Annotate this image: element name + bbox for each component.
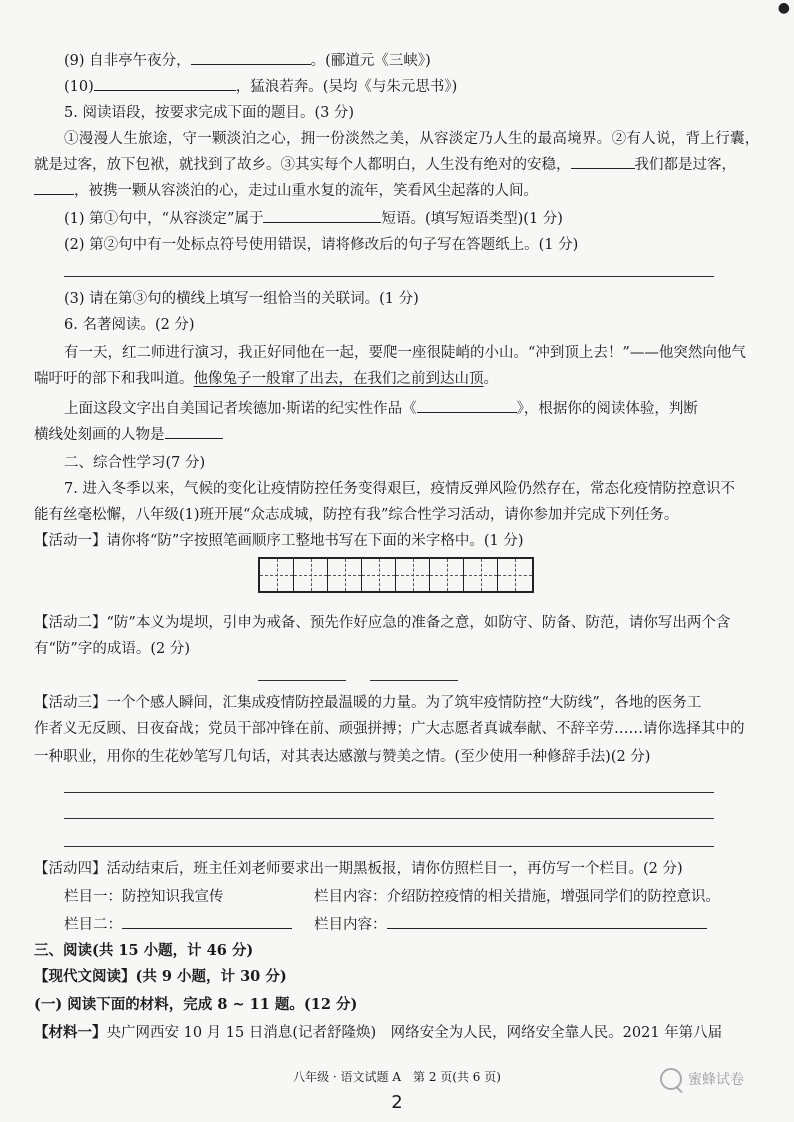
q6-underlined-sentence: 他像兔子一般窜了出去，在我们之前到达山顶 <box>193 371 484 387</box>
page-number: 2 <box>391 1092 403 1113</box>
mi-grid-cell[interactable] <box>362 559 396 591</box>
modern-reading-heading: 【现代文阅读】(共 9 小题，计 30 分) <box>34 968 287 985</box>
idiom-blank-1[interactable] <box>258 680 346 681</box>
q9-tail: 。(郦道元《三峡》) <box>310 53 431 69</box>
q5-sub1-a: (1) 第①句中，“从容淡定”属于 <box>64 211 264 227</box>
q6-passage-line2a: 喘吁吁的部下和我叫道。 <box>34 371 194 387</box>
watermark-text: 蜜蜂试卷 <box>688 1072 744 1088</box>
q10-label: (10) <box>64 79 94 95</box>
watermark <box>660 1068 744 1090</box>
q6-question-line2 <box>34 424 223 446</box>
page-footer: 八年级 · 语文试题 A 第 2 页(共 6 页) <box>293 1070 501 1084</box>
mi-grid-cell[interactable] <box>294 559 328 591</box>
column1-content: 栏目内容：介绍防控疫情的相关措施，增强同学们的防控意识。 <box>314 889 720 905</box>
activity3-line1: 【活动三】一个个感人瞬间，汇集成疫情防控最温暖的力量。为了筑牢疫情防控“大防线”，各地的医务工 <box>34 695 702 711</box>
q9-blank[interactable] <box>191 50 311 65</box>
q6-book-blank[interactable] <box>417 398 517 413</box>
idiom-blank-2[interactable] <box>370 680 458 681</box>
q6-person-blank[interactable] <box>165 424 223 439</box>
mi-grid-cell[interactable] <box>464 559 498 591</box>
column2-content: 栏目内容： <box>314 917 387 933</box>
activity2-line1: 【活动二】“防”本义为堤坝，引申为戒备、预先作好应急的准备之意，如防守、防备、防范，请你写出两个含 <box>34 615 731 631</box>
q5-passage-line1: ①漫漫人生旅途，守一颗淡泊之心，拥一份淡然之美，从容淡定乃人生的最高境界。②有人说，背上行囊， <box>64 131 760 147</box>
q6-passage-line2b: 。 <box>483 371 498 387</box>
q5-passage-line3-text: ，被携一颗从容淡泊的心，走过山重水复的流年，笑看风尘起落的人间。 <box>74 183 538 199</box>
section2-heading: 二、综合性学习(7 分) <box>64 455 206 471</box>
q5-conj-blank-1[interactable] <box>571 154 635 169</box>
q5-title: 5. 阅读语段，按要求完成下面的题目。(3 分) <box>64 105 355 121</box>
column2-content-row <box>314 914 707 936</box>
q10-line <box>64 76 457 98</box>
q7-intro-line1: 7. 进入冬季以来，气候的变化让疫情防控任务变得艰巨，疫情反弹风险仍然存在，常态化疫情防控意识不 <box>64 481 735 497</box>
q10-blank[interactable] <box>94 76 236 91</box>
material1-line <box>34 1022 722 1044</box>
q5-passage-line3 <box>34 180 538 202</box>
q6-title: 6. 名著阅读。(2 分) <box>64 317 195 333</box>
q5-sub2: (2) 第②句中有一处标点符号使用错误，请将修改后的句子写在答题纸上。(1 分) <box>64 237 579 253</box>
q6-passage-line2 <box>34 368 498 390</box>
search-icon <box>660 1068 682 1090</box>
material1-text: 央广网西安 10 月 15 日消息(记者舒隆焕) 网络安全为人民，网络安全靠人民。2021 年第八届 <box>106 1025 723 1041</box>
q5-sub1 <box>64 208 563 230</box>
mi-grid-cell[interactable] <box>430 559 464 591</box>
q9-label: (9) 自非亭午夜分， <box>64 53 191 69</box>
q6-question-line1 <box>64 398 698 420</box>
activity2-line2: 有“防”字的成语。(2 分) <box>34 641 190 657</box>
answer-line[interactable] <box>64 792 714 793</box>
part1-heading: (一) 阅读下面的材料，完成 8 ~ 11 题。(12 分) <box>34 996 358 1013</box>
mi-grid-cell[interactable] <box>498 559 532 591</box>
q6-passage-line1: 有一天，红二师进行演习，我正好同他在一起，要爬一座很陡峭的小山。“冲到顶上去！”——他突然向他气 <box>64 345 746 361</box>
q5-passage-line2a: 就是过客，放下包袱，就找到了故乡。③其实每个人都明白，人生没有绝对的安稳， <box>34 157 571 173</box>
mi-grid[interactable] <box>258 557 534 593</box>
activity1-prompt: 【活动一】请你将“防”字按照笔画顺序工整地书写在下面的米字格中。(1 分) <box>34 533 524 549</box>
q5-passage-line2 <box>34 154 736 176</box>
activity3-line3: 一种职业，用你的生花妙笔写几句话，对其表达感激与赞美之情。(至少使用一种修辞手法)(2 分) <box>34 749 651 765</box>
column2-name-blank[interactable] <box>122 914 292 929</box>
q5-conj-blank-2[interactable] <box>34 180 74 195</box>
material1-label: 【材料一】 <box>34 1024 107 1041</box>
q5-sub3: (3) 请在第③句的横线上填写一组恰当的关联词。(1 分) <box>64 291 419 307</box>
q10-tail: ，猛浪若奔。(吴均《与朱元思书》) <box>235 79 458 95</box>
answer-line[interactable] <box>64 276 714 277</box>
q6-question-a: 上面这段文字出自美国记者埃德加·斯诺的纪实性作品《 <box>64 401 417 417</box>
mi-grid-cell[interactable] <box>260 559 294 591</box>
section3-heading: 三、阅读(共 15 小题，计 46 分) <box>34 942 254 959</box>
answer-line[interactable] <box>64 846 714 847</box>
q6-question-c: 横线处刻画的人物是 <box>34 427 165 443</box>
q6-question-b: 》，根据你的阅读体验，判断 <box>516 401 698 417</box>
column1-name: 栏目一：防控知识我宣传 <box>64 889 224 905</box>
mi-grid-cell[interactable] <box>328 559 362 591</box>
q5-sub1-b: 短语。(填写短语类型)(1 分) <box>381 211 563 227</box>
column2-name: 栏目二： <box>64 917 122 933</box>
activity3-line2: 作者义无反顾、日夜奋战；党员干部冲锋在前、顽强拼搏；广大志愿者真诚奉献、不辞辛劳……请你选择其中的 <box>34 721 745 737</box>
q5-passage-line2b: 我们都是过客， <box>634 157 736 173</box>
q7-intro-line2: 能有丝毫松懈，八年级(1)班开展“众志成城，防控有我”综合性学习活动，请你参加并完成下列任务。 <box>34 507 679 523</box>
answer-line[interactable] <box>64 818 714 819</box>
corner-mark: ● <box>777 0 790 16</box>
column2-content-blank[interactable] <box>387 914 707 929</box>
column2-row <box>64 914 292 936</box>
activity4-prompt: 【活动四】活动结束后，班主任刘老师要求出一期黑板报，请你仿照栏目一，再仿写一个栏目。(2 分) <box>34 861 683 877</box>
q5-sub1-blank[interactable] <box>263 208 381 223</box>
q9-line <box>64 50 431 72</box>
mi-grid-cell[interactable] <box>396 559 430 591</box>
